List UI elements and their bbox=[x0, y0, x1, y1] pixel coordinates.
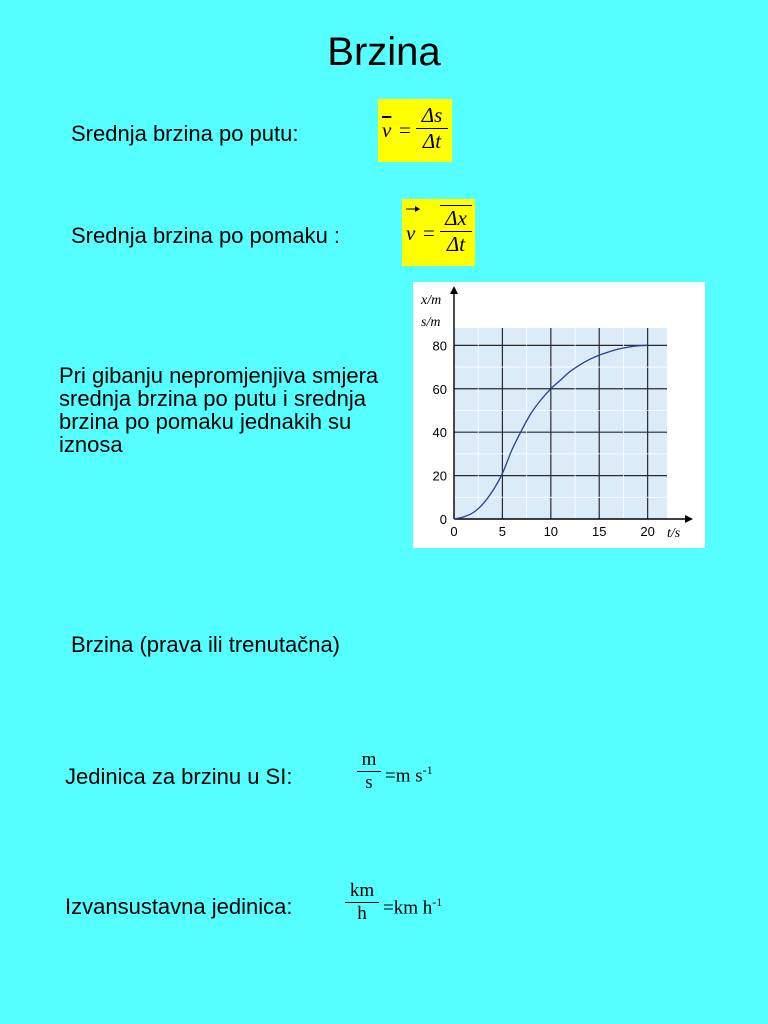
unit-equivalent bbox=[385, 763, 433, 787]
avg-speed-path-label: Srednja brzina po putu: bbox=[71, 121, 299, 146]
unit-exponent: -1 bbox=[432, 895, 443, 909]
avg-speed-displacement-label: Srednja brzina po pomaku : bbox=[71, 223, 341, 248]
page-title: Brzina bbox=[327, 30, 441, 74]
y-tick-label: 40 bbox=[432, 425, 447, 441]
y-tick-label: 80 bbox=[432, 338, 447, 354]
y-tick-label: 20 bbox=[432, 468, 447, 484]
non-si-unit-label: Izvansustavna jedinica: bbox=[65, 894, 293, 919]
x-tick-label: 10 bbox=[543, 524, 559, 539]
unit-exponent: -1 bbox=[422, 763, 433, 777]
avg-speed-path-formula bbox=[378, 99, 452, 162]
avg-speed-displacement-formula bbox=[402, 199, 475, 266]
formula-lhs: $\overline{v}$ bbox=[382, 118, 392, 142]
non-si-unit-formula bbox=[345, 880, 475, 940]
formula-denominator: Δt bbox=[422, 129, 442, 153]
y-tick-label: 60 bbox=[432, 381, 447, 397]
unit-fraction bbox=[345, 880, 379, 925]
explanation-paragraph: Pri gibanju nepromjenjiva smjera srednja brzina po putu i srednja brzina po pomaku jednakih su iznosa bbox=[59, 363, 379, 457]
y-tick-label: 0 bbox=[439, 512, 447, 527]
vector-arrow-icon bbox=[405, 205, 421, 213]
unit-equivalent-text: =m s bbox=[385, 765, 423, 787]
x-tick-label: 15 bbox=[591, 524, 607, 539]
formula-numerator: Δx bbox=[440, 205, 472, 231]
x-tick-label: 20 bbox=[640, 524, 655, 539]
unit-fraction bbox=[357, 749, 381, 794]
formula-equals: = bbox=[399, 118, 411, 142]
x-tick-label: 0 bbox=[450, 524, 458, 539]
formula-fraction bbox=[440, 205, 472, 257]
instant-speed-label: Brzina (prava ili trenutačna) bbox=[71, 632, 341, 657]
unit-denominator: h bbox=[357, 903, 367, 924]
y-axis-label-bottom: s/m bbox=[421, 315, 441, 330]
si-unit-formula bbox=[357, 749, 467, 809]
position-time-chart bbox=[413, 282, 705, 548]
formula-denominator: Δt bbox=[446, 232, 466, 256]
x-axis-label: t/s bbox=[667, 526, 681, 541]
plot-background bbox=[454, 328, 667, 519]
formula-equals: = bbox=[423, 221, 435, 245]
unit-denominator: s bbox=[365, 772, 373, 793]
formula-lhs: v bbox=[406, 221, 416, 245]
formula-numerator: Δs bbox=[421, 103, 443, 127]
formula-fraction bbox=[416, 103, 448, 154]
y-axis-arrow-icon bbox=[450, 286, 458, 294]
unit-numerator: km bbox=[349, 880, 375, 901]
y-axis-label-top: x/m bbox=[421, 293, 442, 308]
x-tick-label: 5 bbox=[498, 524, 507, 539]
unit-equivalent bbox=[383, 895, 442, 919]
si-unit-label: Jedinica za brzinu u SI: bbox=[65, 764, 293, 789]
unit-numerator: m bbox=[361, 749, 377, 770]
unit-equivalent-text: =km h bbox=[383, 897, 433, 919]
x-axis-arrow-icon bbox=[685, 515, 693, 523]
